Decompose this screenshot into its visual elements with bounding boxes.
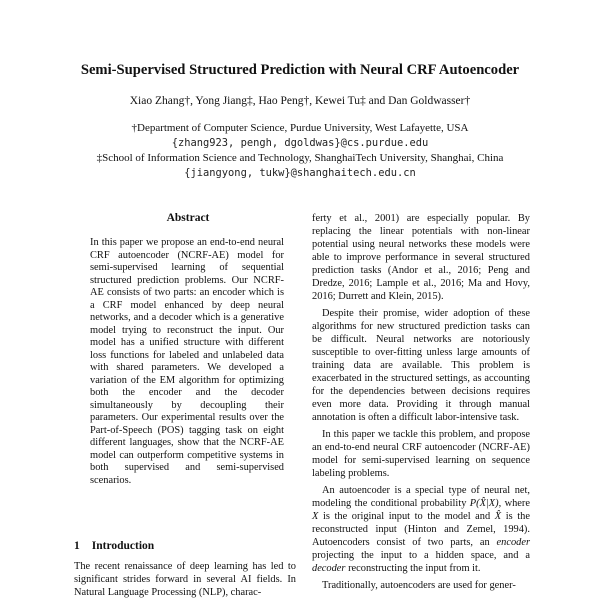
paragraph-crf-cont: ferty et al., 2001) are especially popular. By replacing the linear potentials with non-linear potential using neural networks these models were able to improve performance in several structured prediction tasks (Andor et al., 2016; Peng and Dredze, 2016; Lample et al., 2016; Ma and Hovy, 2016; Durrett and Klein, 2015). [312,213,530,302]
section-title: Introduction [91,540,155,552]
emphasis-encoder: encoder [496,537,530,548]
text-run: projecting the input to a hidden space, and a [312,550,530,561]
math-x-hat: X̂ [494,511,502,522]
email-purdue: {zhang923, pengh, dgoldwas}@cs.purdue.edu [171,137,429,149]
text-run: where [504,498,530,509]
paragraph-traditional: Traditionally, autoencoders are used for gener- [322,580,516,591]
abstract-heading: Abstract [166,212,210,224]
paragraph-autoencoder [312,484,530,575]
paragraph-adoption: Despite their promise, wider adoption of these algorithms for new structured prediction tasks can be difficult. Neural networks are notoriously susceptible to over-fitting unless large amounts of training data are available. This problem is exacerbated in the structured settings, as accounting for the dependencies between decisions requires even more data. Providing it through manual annotation is often a difficult labor-intensive task. [312,308,530,423]
emphasis-decoder: decoder [312,563,346,574]
text-run: reconstructing the input from it. [348,563,481,574]
abstract-text: In this paper we propose an end-to-end neural CRF autoencoder (NCRF-AE) model for semi-supervised learning of sequential structured prediction problems. Our NCRF-AE consists of two parts: an encoder which is a CRF model enhanced by deep neural networks, and a decoder which is a generative model trying to reconstruct the input. Our model has a unified structure with different loss functions for labeled and unlabeled data with shared parameters. We developed a variation of the EM algorithm for optimizing both the encoder and the decoder simultaneously by decoupling their parameters. Our experimental results over the Part-of-Speech (POS) tagging task on eight different languages, show that the NCRF-AE model can outperform competitive systems in both supervised and semi-supervised scenarios. [90,237,284,486]
paragraph-tackle: In this paper we tackle this problem, and propose an end-to-end neural CRF autoencoder (NCRF-AE) model for semi-supervised learning on sequence labeling problems. [312,429,530,479]
text-run: is the original input to the model and [322,511,491,522]
paper-title: Semi-Supervised Structured Prediction with Neural CRF Autoencoder [80,62,520,78]
section-heading-introduction [74,540,294,552]
author-list: Xiao Zhang†, Yong Jiang‡, Hao Peng†, Kewei Tu‡ and Dan Goldwasser† [129,95,471,107]
math-conditional-prob: P(X̂|X), [469,498,502,509]
math-x: X [312,511,319,522]
introduction-text: The recent renaissance of deep learning has led to significant strides forward in several AI fields. In Natural Language Processing (NLP), charac- [74,561,296,598]
section-number: 1 [74,540,80,552]
affiliation-shanghaitech: ‡School of Information Science and Technology, ShanghaiTech University, Shanghai, China [96,152,504,164]
text-run: An autoencoder is a special type of neural net, modeling the conditional probability [312,485,530,509]
affiliation-purdue: †Department of Computer Science, Purdue University, West Lafayette, USA [131,122,469,134]
email-shanghaitech: {jiangyong, tukw}@shanghaitech.edu.cn [184,167,416,179]
right-column [312,212,530,596]
text-run: is the reconstructed input (Hinton and Zemel, 1994). Autoencoders consist of two parts, an [312,511,530,548]
